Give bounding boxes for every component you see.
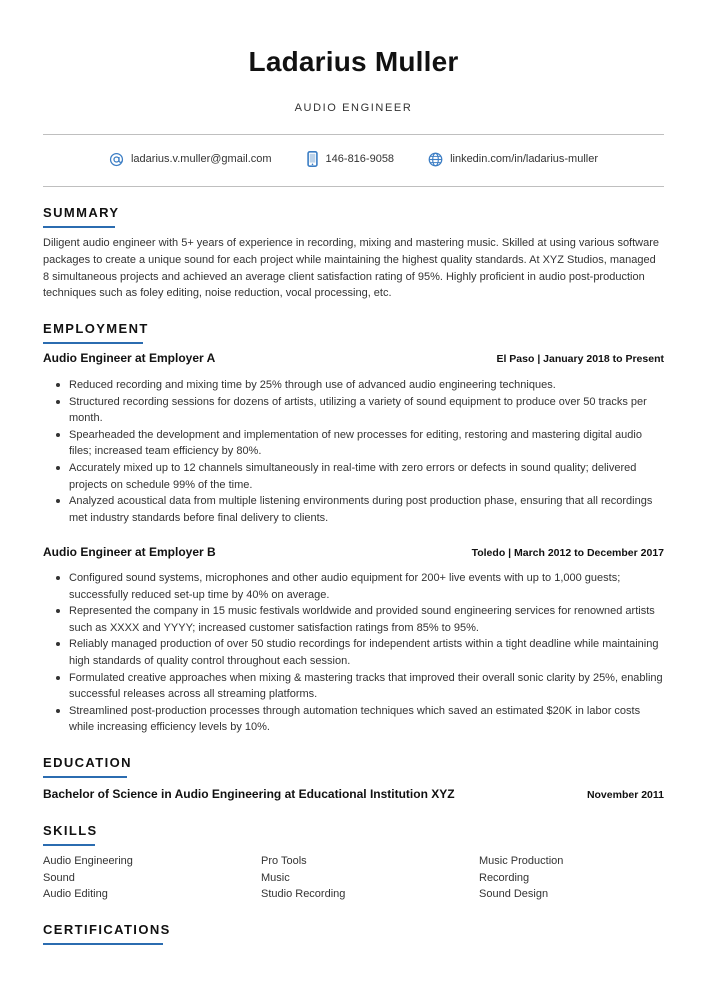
summary-heading-text: SUMMARY <box>43 205 120 220</box>
list-item: Represented the company in 15 music festivals worldwide and provided sound engineering services for renowned artists such as XXXX and YYYY; increased customer satisfaction ratings from 85% to 95%. <box>43 603 664 636</box>
list-item: Accurately mixed up to 12 channels simultaneously in real-time with zero errors or defects in sound quality; delivered projects on schedule 99% of the time. <box>43 460 664 493</box>
list-item: Configured sound systems, microphones and other audio equipment for 200+ live events with up to 1,000 guests; successfully reduced set-up time by 40% on average. <box>43 570 664 603</box>
skill-item: Music Production <box>479 855 564 867</box>
employment-heading-underline <box>43 342 143 344</box>
contact-bar <box>43 151 664 167</box>
education-heading-text: EDUCATION <box>43 755 132 770</box>
certifications-heading-underline <box>43 943 163 945</box>
skills-heading <box>43 823 98 838</box>
skills-heading-text: SKILLS <box>43 823 98 838</box>
contact-phone[interactable] <box>306 151 395 167</box>
skill-item: Audio Editing <box>43 888 108 901</box>
list-item: Streamlined post-production processes through automation techniques which saved an estimated $20K in labor costs while increasing efficiency levels by 10%. <box>43 703 664 736</box>
list-item: Reliably managed production of over 50 studio recordings for independent artists within a tight deadline while maintaining high standards of quality control throughout each session. <box>43 636 664 669</box>
job-header-b <box>43 545 664 559</box>
education-date: November 2011 <box>586 789 664 801</box>
list-item: Reduced recording and mixing time by 25% through use of advanced audio engineering techniques. <box>43 377 664 394</box>
summary-heading <box>43 205 119 220</box>
list-item: Formulated creative approaches when mixing & mastering tracks that improved their overall sonic clarity by 25%, enabling successful releases across all streaming platforms. <box>43 670 664 703</box>
summary-heading-underline <box>43 226 115 228</box>
list-item: Spearheaded the development and implementation of new processes for editing, restoring and mastering digital audio files; increased team efficiency by 80%. <box>43 427 664 460</box>
contact-phone-text: 146-816-9058 <box>325 153 395 165</box>
skill-item: Sound <box>43 871 75 884</box>
skill-item: Pro Tools <box>261 855 307 867</box>
contact-linkedin-text: linkedin.com/in/ladarius-muller <box>450 153 599 165</box>
phone-icon <box>306 151 319 167</box>
job-bullets-b <box>43 570 664 736</box>
job-header-a <box>43 351 664 365</box>
skill-item: Audio Engineering <box>43 855 133 867</box>
education-degree: Bachelor of Science in Audio Engineering at Educational Institution XYZ <box>43 787 455 801</box>
header-divider-bottom <box>43 186 664 187</box>
job-title-a: Audio Engineer at Employer A <box>43 351 216 365</box>
job-bullets-a <box>43 377 664 526</box>
skill-item: Music <box>261 871 290 884</box>
job-title-b: Audio Engineer at Employer B <box>43 545 216 559</box>
candidate-title: AUDIO ENGINEER <box>294 102 413 114</box>
list-item: Structured recording sessions for dozens of artists, utilizing a variety of sound equipment to produce over 50 tracks per month. <box>43 394 664 427</box>
at-icon <box>109 152 124 167</box>
education-row <box>43 787 664 801</box>
employment-heading-text: EMPLOYMENT <box>43 321 149 336</box>
resume-page <box>43 0 664 1000</box>
candidate-name: Ladarius Muller <box>248 46 459 77</box>
contact-email-text: ladarius.v.muller@gmail.com <box>130 153 272 165</box>
job-meta-a: El Paso | January 2018 to Present <box>496 353 664 365</box>
skill-item: Studio Recording <box>261 888 346 901</box>
skills-heading-underline <box>43 844 95 846</box>
employment-heading <box>43 321 149 336</box>
globe-icon <box>428 152 443 167</box>
skill-item: Sound Design <box>479 888 549 901</box>
education-heading <box>43 755 132 770</box>
contact-linkedin[interactable] <box>428 152 598 167</box>
list-item: Analyzed acoustical data from multiple listening environments during post production phase, ensuring that all recordings met industry standards before final delivery to clients. <box>43 493 664 526</box>
header-divider-top <box>43 134 664 135</box>
job-meta-b: Toledo | March 2012 to December 2017 <box>471 547 664 559</box>
certifications-heading-text: CERTIFICATIONS <box>43 922 171 937</box>
certifications-heading <box>43 922 171 937</box>
skill-item: Recording <box>479 871 530 884</box>
contact-email[interactable] <box>109 152 272 167</box>
summary-text: Diligent audio engineer with 5+ years of experience in recording, mixing and mastering music. Skilled at using various software packages to create a unique sound for each project while maintaining the highest quality standards. At XYZ Studios, managed 8 simultaneous projects and achieved an average client satisfaction rating of 95%. Highly proficient in audio post-production techniques such as foley editing, noise reduction, vocal processing, etc. <box>43 237 660 300</box>
skills-grid <box>43 853 664 903</box>
education-heading-underline <box>43 776 127 778</box>
